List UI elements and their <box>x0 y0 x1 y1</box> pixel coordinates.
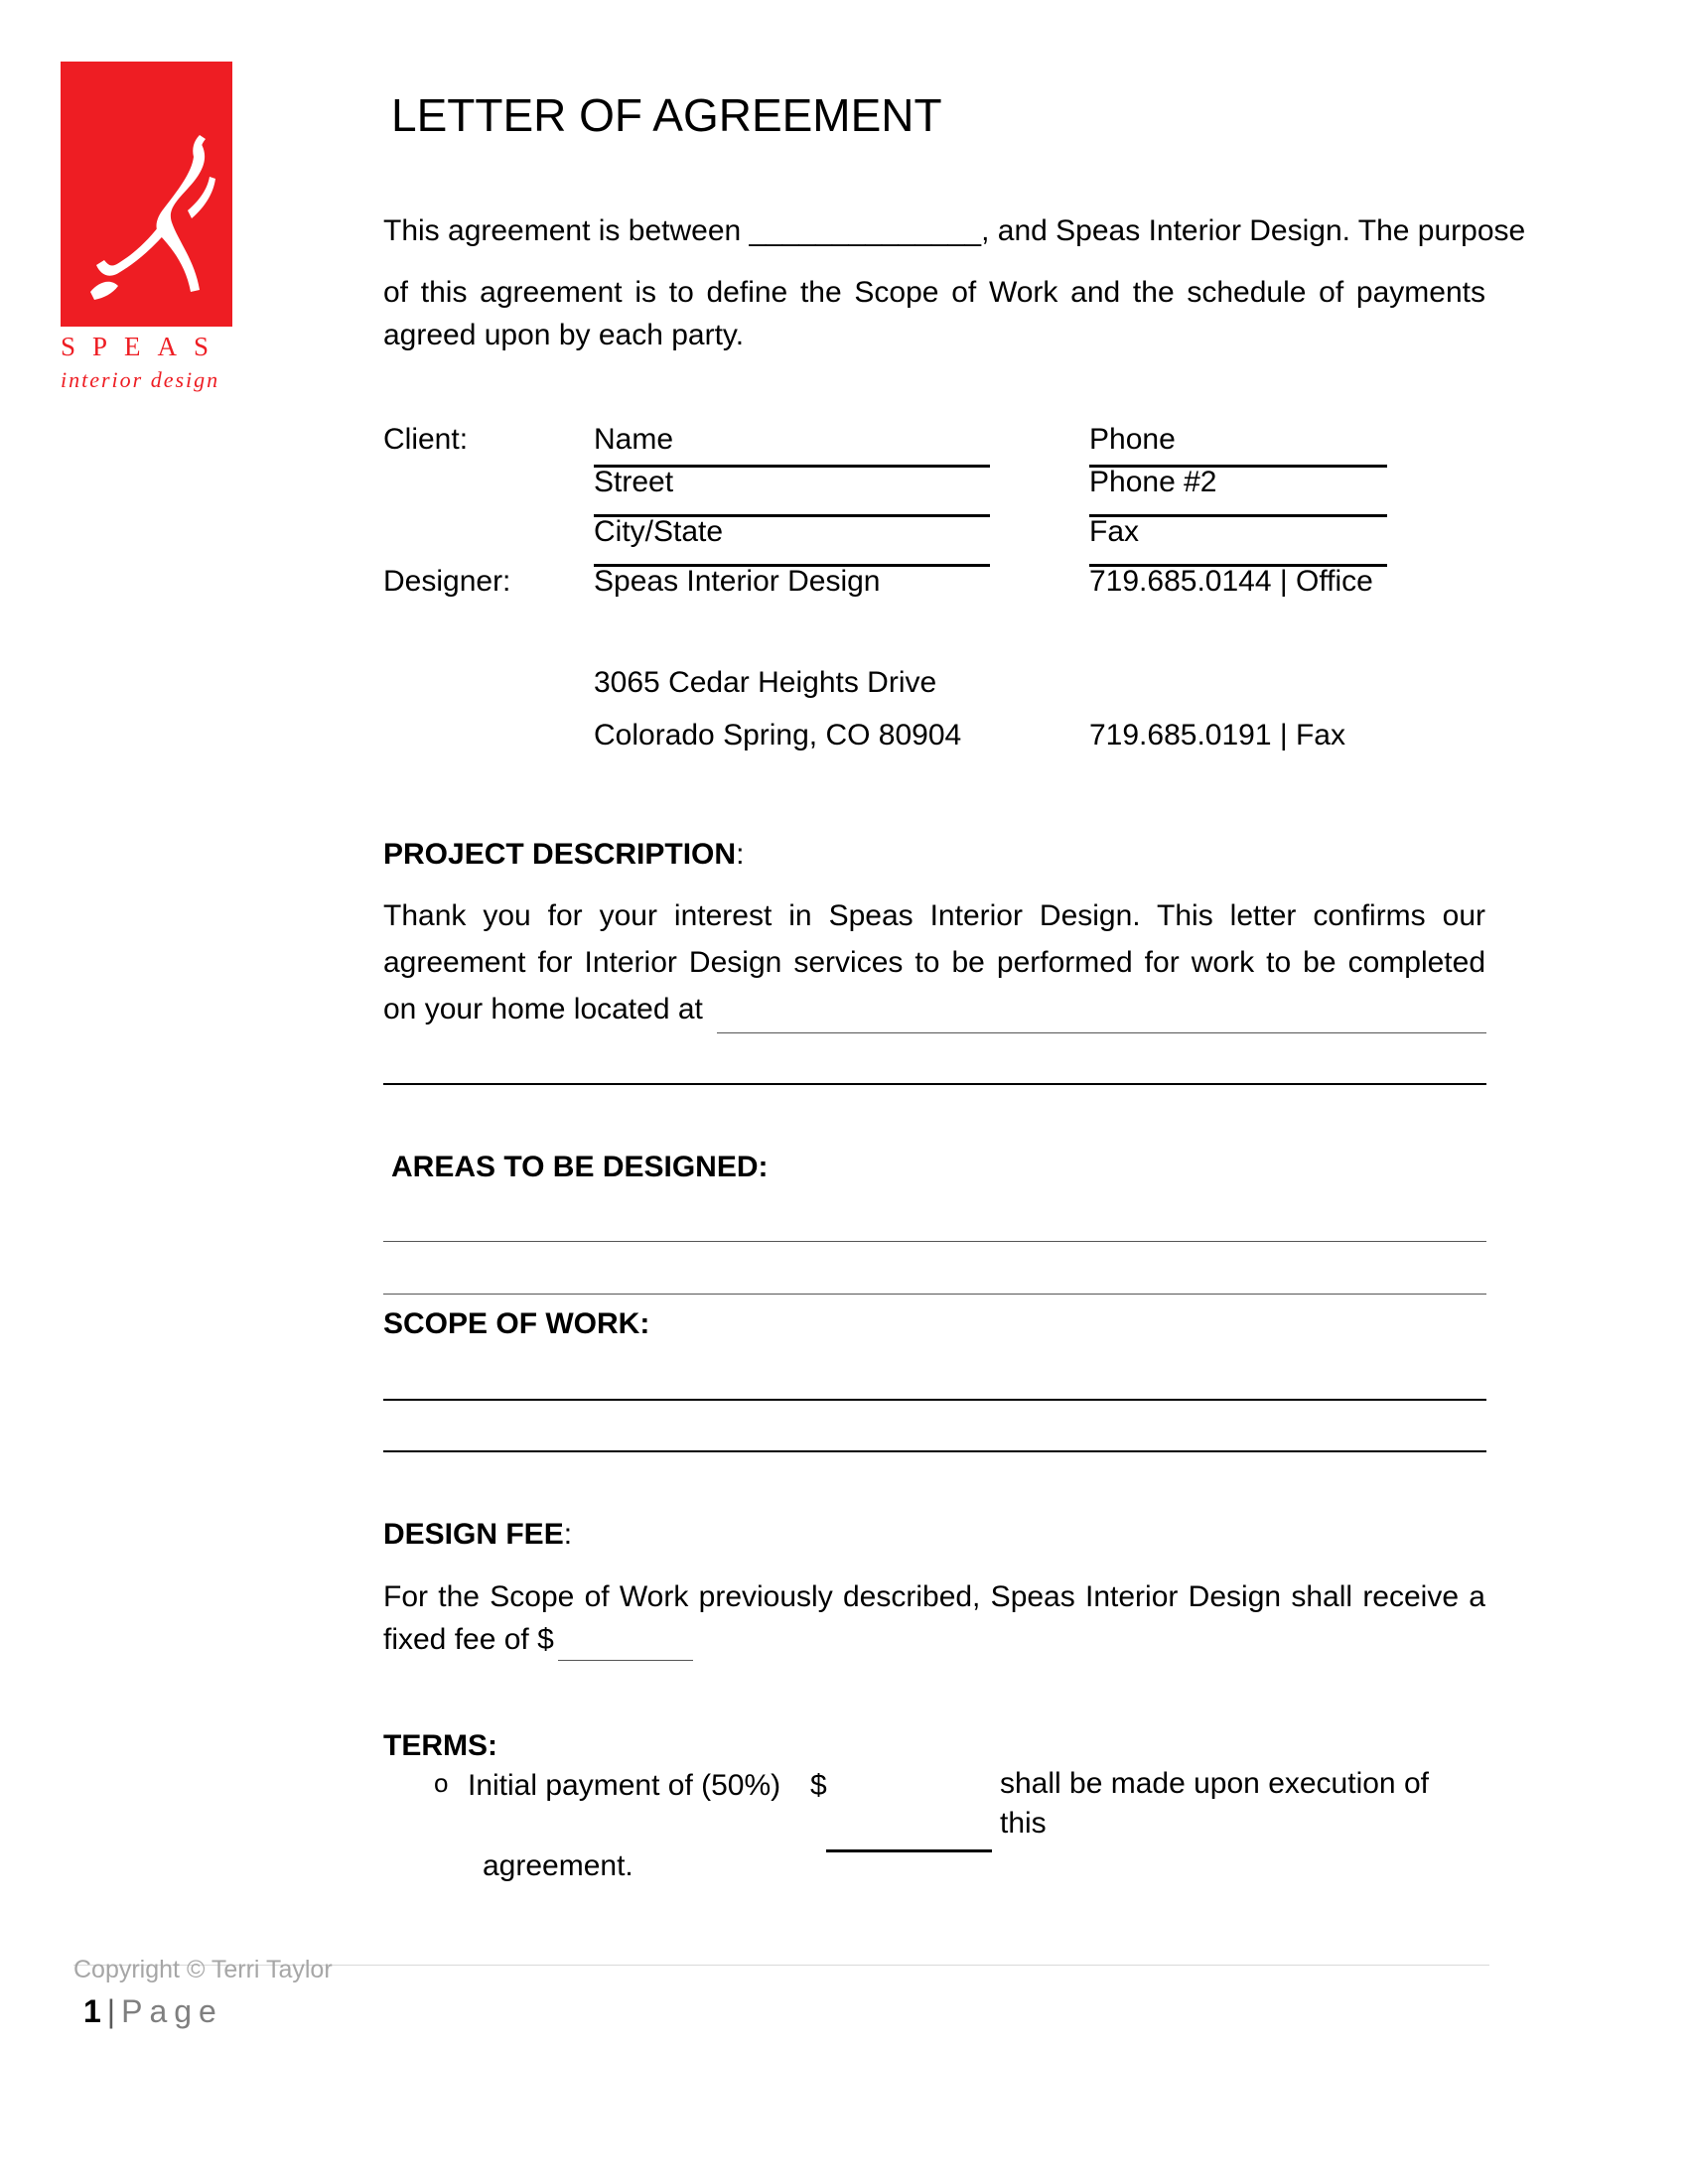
dancer-figure-icon <box>61 62 232 327</box>
client-city-state-field[interactable]: City/State <box>594 515 724 548</box>
client-fax-field[interactable]: Fax <box>1089 515 1140 548</box>
designer-name: Speas Interior Design <box>594 565 881 598</box>
designer-office-phone: 719.685.0144 | Office <box>1089 565 1373 598</box>
intro-line-1: This agreement is between ______________, and Speas Interior Design. The purpose <box>383 214 1526 247</box>
terms-continuation-1: shall be made upon execution of <box>1000 1767 1429 1800</box>
client-name-field[interactable]: Name <box>594 423 674 456</box>
design-fee-line-1: For the Scope of Work previously described, Speas Interior Design shall receive a <box>383 1580 1485 1613</box>
document-title: LETTER OF AGREEMENT <box>391 89 942 141</box>
bullet-icon: o <box>434 1768 449 1798</box>
page-separator: | <box>106 1993 116 2029</box>
scope-field-1[interactable] <box>383 1399 1486 1401</box>
terms-continuation-2: this <box>1000 1807 1047 1840</box>
home-address-field-2[interactable] <box>383 1083 1486 1085</box>
areas-field-2[interactable] <box>383 1294 1486 1295</box>
home-address-field[interactable] <box>717 1032 1486 1033</box>
page-indicator <box>83 1993 223 2030</box>
copyright-text: Copyright © Terri Taylor <box>73 1956 333 1983</box>
areas-heading: AREAS TO BE DESIGNED: <box>391 1151 769 1183</box>
project-description-line-3: on your home located at <box>383 993 703 1025</box>
terms-dollar-sign: $ <box>810 1769 827 1802</box>
terms-item-1: Initial payment of (50%) <box>468 1769 781 1802</box>
areas-field-1[interactable] <box>383 1241 1486 1242</box>
intro-line-2: of this agreement is to define the Scope of Work and the schedule of payments <box>383 276 1485 309</box>
project-description-line-2: agreement for Interior Design services to be performed for work to be completed <box>383 946 1485 979</box>
scope-heading: SCOPE OF WORK: <box>383 1307 650 1340</box>
terms-heading: TERMS: <box>383 1729 497 1762</box>
scope-field-2[interactable] <box>383 1450 1486 1452</box>
initial-payment-field[interactable] <box>826 1849 992 1852</box>
page-word: Page <box>121 1993 223 2029</box>
fixed-fee-field[interactable] <box>558 1660 693 1661</box>
design-fee-heading: DESIGN FEE: <box>383 1518 573 1551</box>
logo-tagline: interior design <box>61 367 220 392</box>
page-number: 1 <box>83 1993 101 2029</box>
project-description-heading: PROJECT DESCRIPTION: <box>383 838 745 871</box>
intro-line-3: agreed upon by each party. <box>383 319 745 351</box>
terms-continuation-3: agreement. <box>483 1849 633 1882</box>
client-label: Client: <box>383 423 469 456</box>
logo-mark <box>61 62 232 327</box>
logo-brand-text: SPEAS <box>61 332 226 361</box>
client-street-field[interactable]: Street <box>594 466 674 498</box>
designer-label: Designer: <box>383 565 511 598</box>
project-description-line-1: Thank you for your interest in Speas Interior Design. This letter confirms our <box>383 899 1485 932</box>
designer-fax: 719.685.0191 | Fax <box>1089 719 1345 751</box>
client-phone-field[interactable]: Phone <box>1089 423 1176 456</box>
client-phone2-field[interactable]: Phone #2 <box>1089 466 1217 498</box>
designer-address-line-2: Colorado Spring, CO 80904 <box>594 719 962 751</box>
designer-address-line-1: 3065 Cedar Heights Drive <box>594 666 937 699</box>
design-fee-line-2: fixed fee of $ <box>383 1623 554 1656</box>
